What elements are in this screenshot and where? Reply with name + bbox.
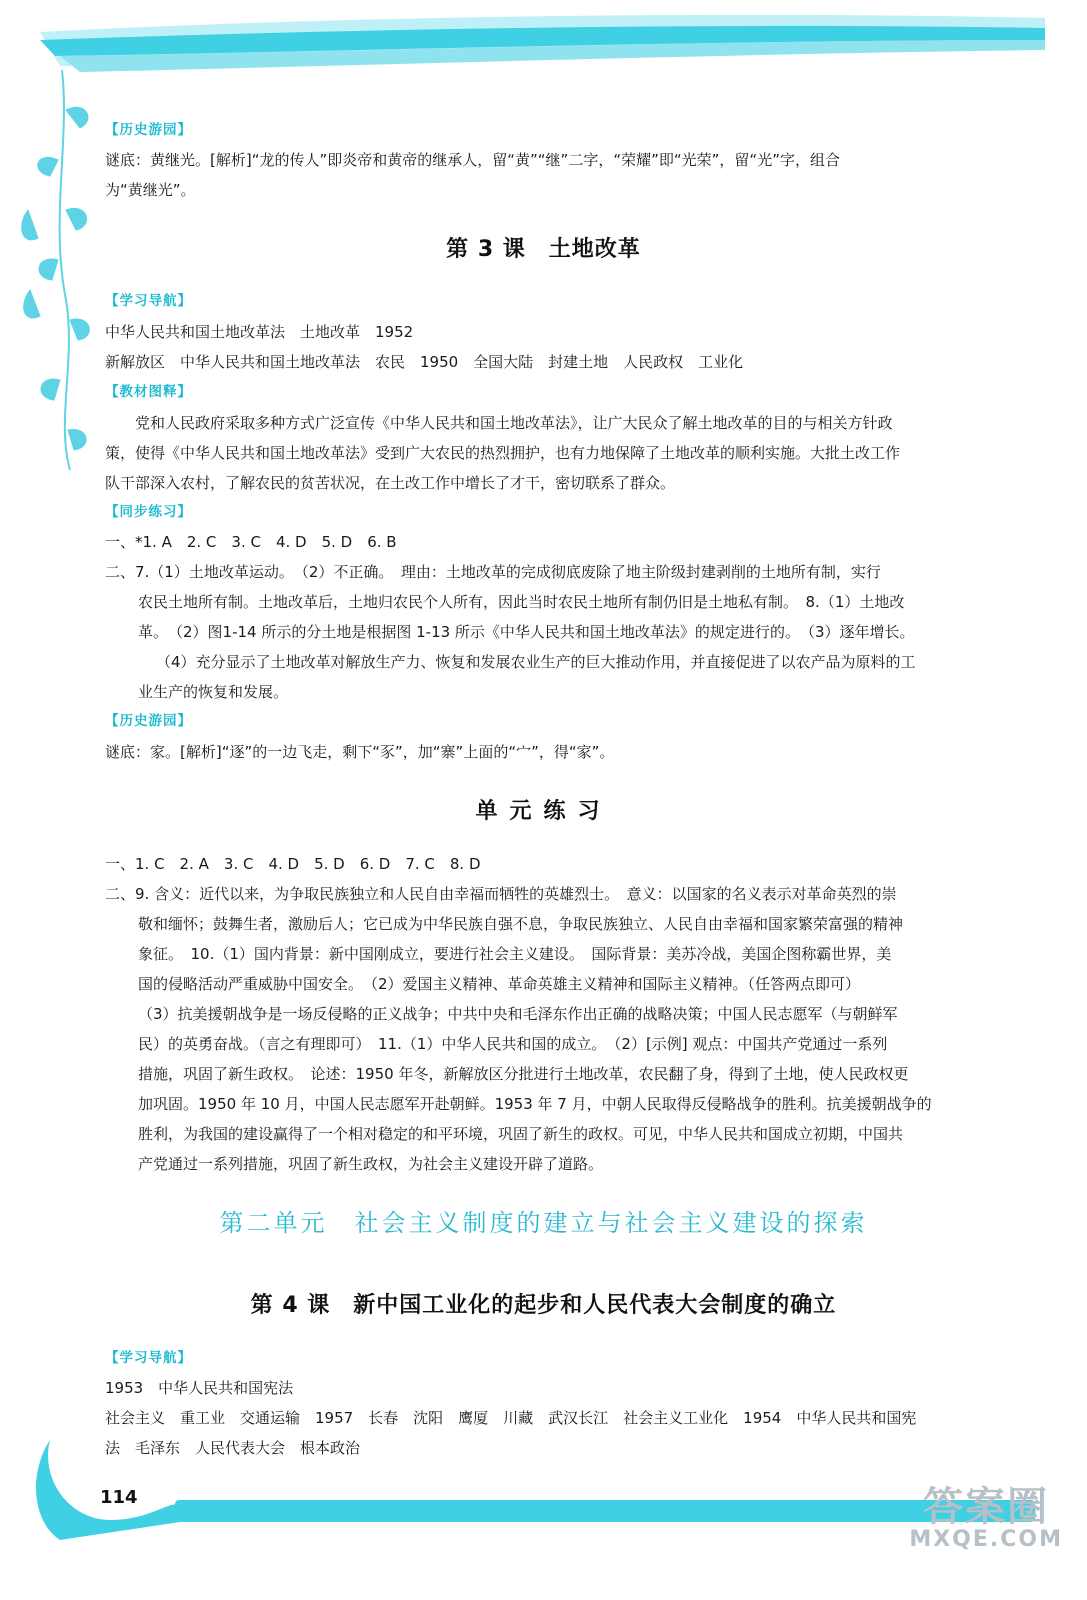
section-tag-study-guide: 【学习导航】 <box>105 293 192 309</box>
lesson-title: 第 4 课 新中国工业化的起步和人民代表大会制度的确立 <box>250 1293 837 1318</box>
watermark-url: MXQE.COM <box>909 1527 1063 1552</box>
guide-line: 法 毛泽东 人民代表大会 根本政治 <box>105 1439 361 1457</box>
figure-explanation-line: 队干部深入农村，了解农民的贫苦状况，在土改工作中增长了才干，密切联系了群众。 <box>105 474 676 492</box>
unit-answer-line: 象征。 10.（1）国内背景：新中国刚成立，要进行社会主义建设。 国际背景：美苏冷战，美国企图称霸世界，美 <box>138 945 892 963</box>
unit-answer-line: 敬和缅怀；鼓舞生者，激励后人；它已成为中华民族自强不息，争取民族独立、人民自由幸福和国家繁荣富强的精神 <box>138 915 904 933</box>
unit-answer-line: 措施，巩固了新生政权。 论述：1950 年冬，新解放区分批进行土地改革，农民翻了身，得到了土地，使人民政权更 <box>138 1065 909 1083</box>
unit-title: 第二单元 社会主义制度的建立与社会主义建设的探索 <box>219 1209 868 1237</box>
unit-practice-title: 单元练习 <box>475 799 612 824</box>
unit-answer-line: 胜利，为我国的建设赢得了一个相对稳定的和平环境，巩固了新生的政权。可见，中华人民共和国成立初期，中国共 <box>138 1125 904 1143</box>
guide-line: 1953 中华人民共和国宪法 <box>105 1379 294 1397</box>
section-tag-textbook-figure: 【教材图释】 <box>105 384 192 400</box>
unit-answer-line: 加巩固。1950 年 10 月，中国人民志愿军开赴朝鲜。1953 年 7 月，中朝人民取得反侵略战争的胜利。抗美援朝战争的 <box>138 1095 932 1113</box>
riddle-answer-line: 为“黄继光”。 <box>105 181 196 199</box>
section-tag-study-guide: 【学习导航】 <box>105 1350 192 1366</box>
header-ribbon <box>40 15 1045 72</box>
figure-explanation-line: 策，使得《中华人民共和国土地改革法》受到广大农民的热烈拥护，也有力地保障了土地改革的顺利实施。大批土改工作 <box>105 444 901 462</box>
practice-answer-line: 业生产的恢复和发展。 <box>138 683 289 701</box>
lesson-title: 第 3 课 土地改革 <box>446 237 641 262</box>
practice-answer-line: 二、7.（1）土地改革运动。 （2）不正确。 理由：土地改革的完成彻底废除了地主阶级封建剥削的土地所有制，实行 <box>105 563 881 581</box>
watermark <box>909 1486 1063 1552</box>
riddle-answer-line: 谜底：家。[解析]“逐”的一边飞走，剩下“豕”，加“寨”上面的“宀”，得“家”。 <box>105 743 615 761</box>
unit-answer-line: 民）的英勇奋战。（言之有理即可） 11.（1）中华人民共和国的成立。 （2）[示例] 观点：中国共产党通过一系列 <box>138 1035 888 1053</box>
vine-decoration <box>22 70 90 470</box>
unit-answer-line: 国的侵略活动严重威胁中国安全。 （2）爱国主义精神、革命英雄主义精神和国际主义精神。（任答两点即可） <box>138 975 861 993</box>
unit-answer-line: 产党通过一系列措施，巩固了新生政权，为社会主义建设开辟了道路。 <box>138 1155 604 1173</box>
practice-answer-line: 农民土地所有制。土地改革后，土地归农民个人所有，因此当时农民土地所有制仍旧是土地私有制。 8.（1）土地改 <box>138 593 905 611</box>
page-number: 114 <box>100 1487 138 1508</box>
riddle-answer-line: 谜底：黄继光。[解析]“龙的传人”即炎帝和黄帝的继承人，留“黄”“继”二字，“荣耀”即“光荣”，留“光”字，组合 <box>105 151 840 169</box>
unit-answer-line: （3）抗美援朝战争是一场反侵略的正义战争；中共中央和毛泽东作出正确的战略决策；中国人民志愿军（与朝鲜军 <box>138 1005 898 1023</box>
guide-line: 中华人民共和国土地改革法 土地改革 1952 <box>105 323 414 341</box>
unit-answer-line: 一、1. C 2. A 3. C 4. D 5. D 6. D 7. C 8. D <box>105 855 481 873</box>
practice-answer-line: 一、*1. A 2. C 3. C 4. D 5. D 6. B <box>105 533 397 551</box>
watermark-logo-text: 答案圈 <box>923 1484 1050 1530</box>
unit-answer-line: 二、9. 含义：近代以来，为争取民族独立和人民自由幸福而牺牲的英雄烈士。 意义：以国家的名义表示对革命英烈的崇 <box>105 885 897 903</box>
practice-answer-line: 革。 （2）图1-14 所示的分土地是根据图 1-13 所示《中华人民共和国土地改革法》的规定进行的。 （3）逐年增长。 <box>138 623 915 641</box>
figure-explanation-line: 党和人民政府采取多种方式广泛宣传《中华人民共和国土地改革法》，让广大民众了解土地改革的目的与相关方针政 <box>105 414 893 432</box>
section-tag-practice: 【同步练习】 <box>105 504 192 520</box>
section-tag-history-garden: 【历史游园】 <box>105 713 192 729</box>
guide-line: 新解放区 中华人民共和国土地改革法 农民 1950 全国大陆 封建土地 人民政权 工业化 <box>105 353 744 371</box>
section-tag-history-garden: 【历史游园】 <box>105 122 192 138</box>
practice-answer-line: （4）充分显示了土地改革对解放生产力、恢复和发展农业生产的巨大推动作用，并直接促进了以农产品为原料的工 <box>156 653 916 671</box>
guide-line: 社会主义 重工业 交通运输 1957 长春 沈阳 鹰厦 川藏 武汉长江 社会主义工业化 1954 中华人民共和国宪 <box>105 1409 917 1427</box>
